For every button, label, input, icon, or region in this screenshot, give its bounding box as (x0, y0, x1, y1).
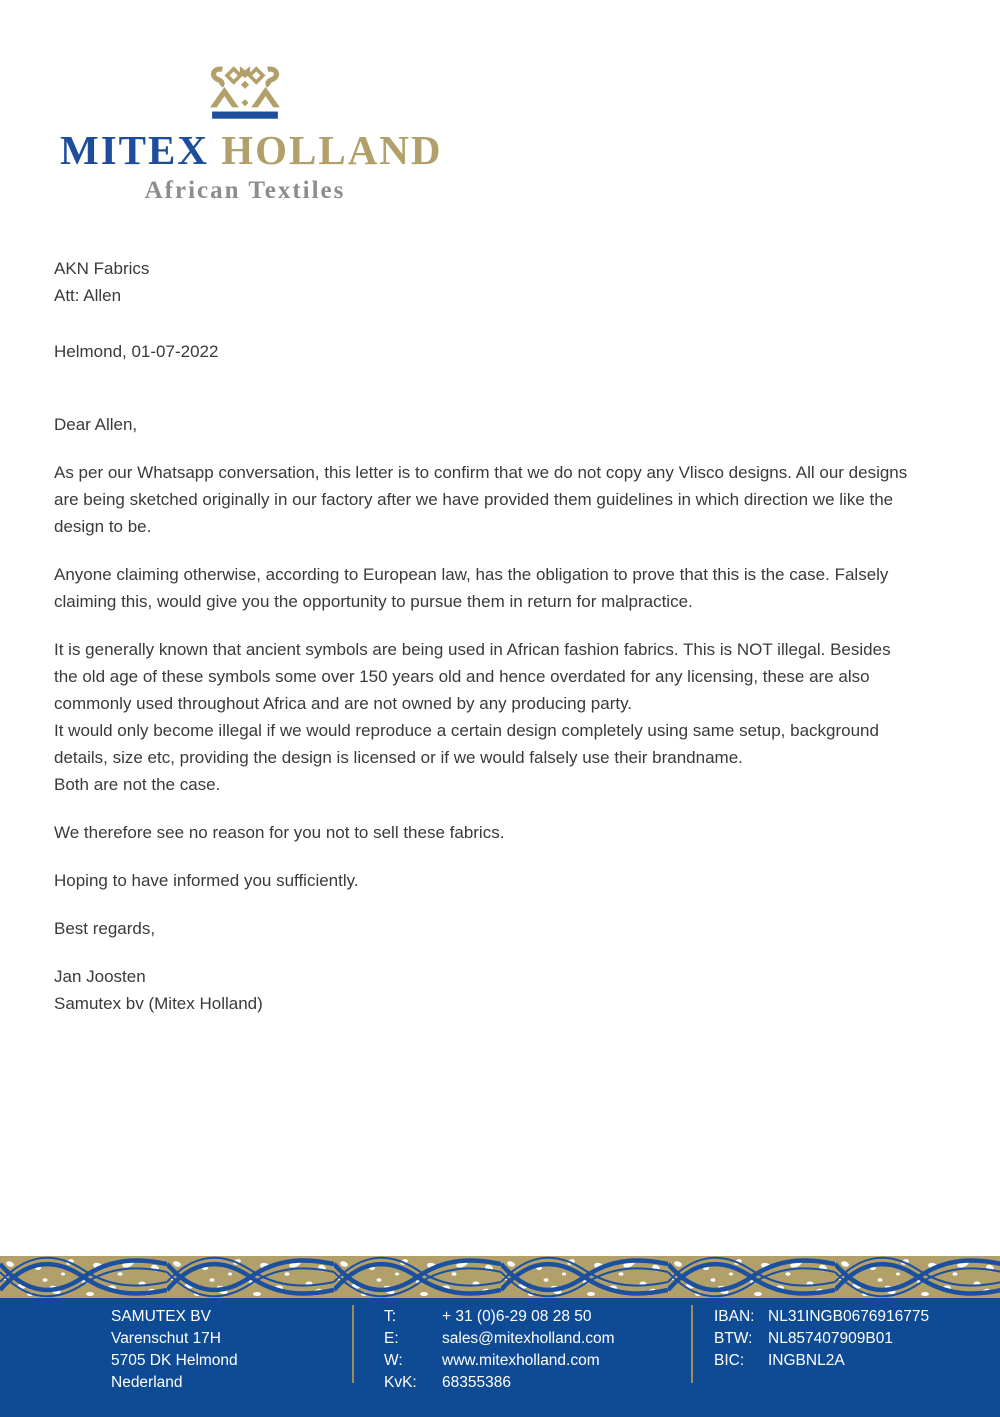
footer-iban-row (714, 1306, 929, 1328)
footer-divider-left (352, 1305, 354, 1383)
footer-bank (714, 1306, 929, 1372)
phone-label: T: (384, 1308, 397, 1325)
footer-country: Nederland (111, 1374, 183, 1391)
wax-print-pattern (0, 1256, 1000, 1298)
recipient-company: AKN Fabrics (54, 259, 150, 278)
brand-name-holland: HOLLAND (221, 127, 443, 173)
signature-name: Jan Joosten (54, 967, 146, 986)
btw-label: BTW: (714, 1330, 753, 1347)
footer-contact (384, 1306, 615, 1394)
kvk-value: 68355386 (442, 1374, 511, 1391)
paragraph-1: As per our Whatsapp conversation, this letter is to confirm that we do not copy any Vlisco designs. All our designs are being sketched originally in our factory after we have provided them guidelines in which direction we like the design to be. (54, 463, 908, 536)
email-label: E: (384, 1330, 399, 1347)
website-label: W: (384, 1352, 403, 1369)
website-value: www.mitexholland.com (442, 1352, 600, 1369)
footer-phone-row (384, 1306, 615, 1328)
footer-email-row (384, 1328, 615, 1350)
footer-company-name: SAMUTEX BV (111, 1308, 211, 1325)
bic-value: INGBNL2A (768, 1352, 845, 1369)
phone-value: + 31 (0)6-29 08 28 50 (442, 1308, 592, 1325)
letter-body (54, 255, 914, 1017)
iban-label: IBAN: (714, 1308, 755, 1325)
recipient-block (54, 255, 914, 309)
paragraph-7: Hoping to have informed you sufficiently. (54, 871, 359, 890)
closing: Best regards, (54, 919, 156, 938)
btw-value: NL857407909B01 (768, 1330, 893, 1347)
brand-subtitle: African Textiles (144, 177, 346, 204)
paragraph-6: We therefore see no reason for you not to sell these fabrics. (54, 823, 505, 842)
recipient-attention: Att: Allen (54, 286, 122, 305)
iban-value: NL31INGB0676916775 (768, 1308, 930, 1325)
paragraph-4: It would only become illegal if we would reproduce a certain design completely using same setup, background details, size etc, providing the design is licensed or if we would falsely use their brandname. (54, 721, 879, 767)
salutation: Dear Allen, (54, 415, 138, 434)
dateline: Helmond, 01-07-2022 (54, 342, 219, 361)
email-value: sales@mitexholland.com (442, 1330, 615, 1347)
footer-address (111, 1306, 238, 1394)
footer-website-row (384, 1350, 615, 1372)
paragraph-3: It is generally known that ancient symbols are being used in African fashion fabrics. This is NOT illegal. Besides the old age of these symbols some over 150 years old and hence overdated for any licensing, these are also commonly used throughout Africa and are not owned by any producing party. (54, 640, 891, 713)
paragraph-5: Both are not the case. (54, 775, 221, 794)
footer-btw-row (714, 1328, 929, 1350)
paragraph-2: Anyone claiming otherwise, according to European law, has the obligation to prove that this is the case. Falsely claiming this, would give you the opportunity to pursue them in return for malpractice. (54, 565, 889, 611)
bic-label: BIC: (714, 1352, 745, 1369)
footer-postal-city: 5705 DK Helmond (111, 1352, 238, 1369)
footer-kvk-row (384, 1372, 615, 1394)
footer-street: Varenschut 17H (111, 1330, 221, 1347)
brand-wordmark (60, 126, 443, 174)
brand-name-mitex: MITEX (60, 127, 209, 173)
footer (0, 1298, 1000, 1417)
crown-icon (208, 64, 282, 120)
footer-divider-right (691, 1305, 693, 1383)
company-logo (60, 64, 443, 205)
signature-company: Samutex bv (Mitex Holland) (54, 994, 263, 1013)
kvk-label: KvK: (384, 1374, 417, 1391)
footer-bic-row (714, 1350, 929, 1372)
